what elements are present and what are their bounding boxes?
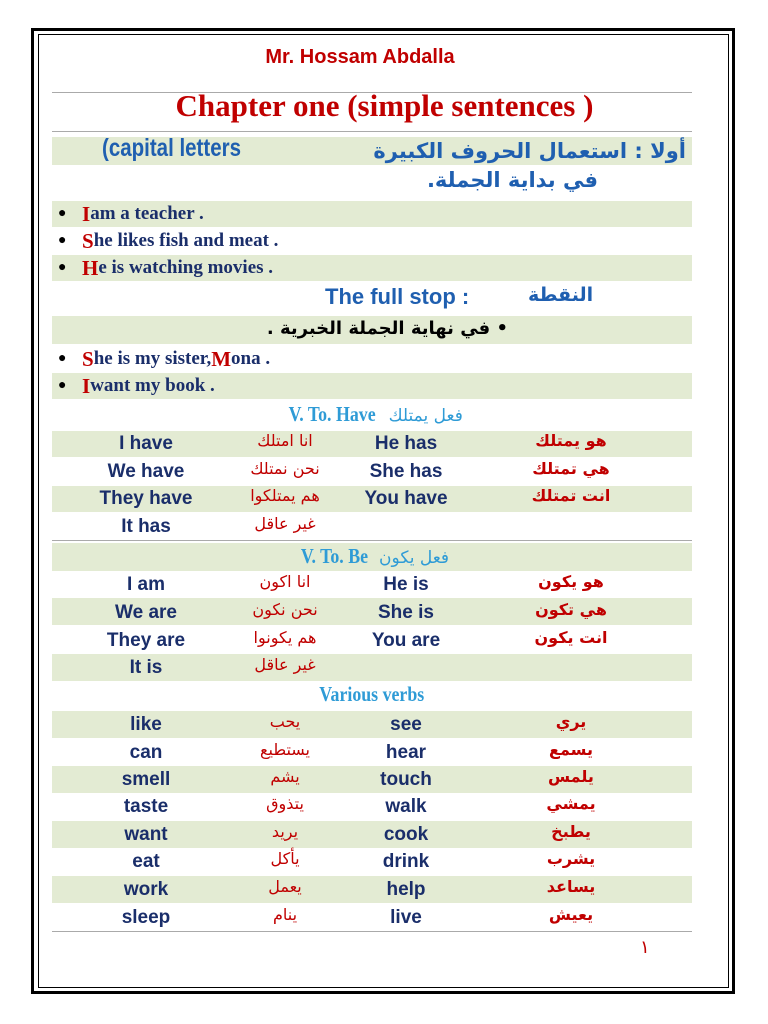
- capital-letters-arabic-subheading: في بداية الجملة.: [426, 168, 598, 192]
- full-stop-heading: The full stop :: [325, 284, 470, 309]
- table-cell: He has: [374, 433, 438, 454]
- table-cell: help: [386, 879, 426, 900]
- be-section-title: [52, 544, 692, 569]
- table-cell: We are: [115, 602, 177, 623]
- table-cell: He is: [383, 574, 429, 595]
- table-cell: هي تكون: [535, 600, 607, 619]
- table-cell: ينام: [272, 905, 298, 924]
- verbs-section-title: [52, 682, 692, 707]
- sentence-text: am a teacher .: [90, 203, 204, 224]
- section-title-en: V. To. Be: [300, 544, 369, 568]
- bullet-icon: •: [496, 318, 508, 339]
- table-cell: smell: [121, 769, 171, 790]
- full-stop-rule: [267, 318, 508, 339]
- table-cell: غير عاقل: [254, 655, 316, 674]
- rule: [52, 131, 692, 132]
- section-title-ar: فعل يمتلك: [388, 406, 463, 426]
- table-cell: It has: [121, 516, 171, 537]
- capital-letter: S: [82, 346, 94, 371]
- capital-letter: S: [82, 228, 94, 253]
- rule: [52, 92, 692, 93]
- capital-letter: I: [82, 373, 91, 398]
- table-cell: eat: [132, 851, 160, 872]
- capital-letter: H: [82, 255, 99, 280]
- table-cell: انا امتلك: [257, 431, 313, 450]
- table-cell: I have: [119, 433, 173, 454]
- table-cell: work: [123, 879, 169, 900]
- table-cell: live: [390, 907, 422, 928]
- capital-letters-arabic-heading: أولا : استعمال الحروف الكبيرة: [373, 139, 686, 163]
- table-cell: sleep: [121, 907, 171, 928]
- table-cell: يشم: [270, 767, 300, 786]
- table-cell: walk: [385, 796, 427, 817]
- table-cell: touch: [380, 769, 432, 790]
- sentence-text: ona .: [231, 348, 271, 369]
- bullet-icon: ●: [58, 260, 67, 275]
- rule: [52, 540, 692, 541]
- capital-example: [58, 228, 278, 254]
- sentence-text: he likes fish and meat .: [93, 230, 279, 251]
- table-cell: They have: [99, 488, 193, 509]
- table-cell: يمشي: [546, 794, 596, 813]
- full-stop-arabic-heading: النقطة: [528, 284, 594, 306]
- table-cell: غير عاقل: [254, 514, 316, 533]
- capital-example: [58, 201, 204, 227]
- table-cell: She is: [378, 602, 434, 623]
- section-title-en: V. To. Have: [288, 402, 376, 426]
- rule: [52, 931, 692, 932]
- table-cell: هي تمتلك: [532, 459, 610, 478]
- table-cell: see: [390, 714, 422, 735]
- table-cell: هو يكون: [538, 572, 604, 591]
- table-cell: She has: [369, 461, 443, 482]
- bullet-icon: ●: [58, 378, 67, 393]
- sentence-text: want my book .: [90, 375, 215, 396]
- table-cell: يري: [555, 712, 587, 731]
- table-cell: It is: [129, 657, 163, 678]
- table-cell: يعيش: [548, 905, 594, 924]
- full-stop-example: [58, 373, 215, 399]
- table-cell: hear: [385, 742, 427, 763]
- capital-letter: M: [211, 346, 232, 371]
- table-cell: يتذوق: [266, 794, 304, 813]
- table-cell: يلمس: [548, 767, 594, 786]
- capital-letter: I: [82, 201, 91, 226]
- table-cell: هو يمتلك: [535, 431, 607, 450]
- section-title-ar: فعل يكون: [379, 548, 450, 568]
- capital-example: [58, 255, 273, 281]
- chapter-title: Chapter one (simple sentences ): [175, 88, 594, 123]
- table-cell: يريد: [271, 822, 299, 841]
- table-cell: You have: [364, 488, 448, 509]
- sentence-text: e is watching movies .: [98, 257, 274, 278]
- table-cell: هم يمتلكوا: [250, 486, 320, 505]
- table-cell: هم يكونوا: [253, 628, 317, 647]
- table-cell: taste: [123, 796, 169, 817]
- table-cell: drink: [382, 851, 430, 872]
- table-cell: يأكل: [270, 849, 300, 868]
- table-cell: نحن نمتلك: [250, 459, 320, 478]
- table-cell: like: [130, 714, 162, 735]
- have-section-title: [52, 402, 692, 427]
- table-cell: I am: [126, 574, 166, 595]
- bullet-icon: ●: [58, 351, 67, 366]
- table-cell: cook: [383, 824, 429, 845]
- capital-letters-heading: (capital letters: [102, 134, 242, 162]
- table-cell: يستطيع: [259, 740, 311, 759]
- sentence-text: he is my sister,: [93, 348, 212, 369]
- table-cell: يطبخ: [551, 822, 591, 841]
- table-cell: can: [129, 742, 163, 763]
- table-cell: We have: [107, 461, 185, 482]
- bullet-icon: ●: [58, 233, 67, 248]
- page-number: ١: [640, 937, 650, 958]
- table-cell: They are: [106, 630, 186, 651]
- table-cell: انت تمتلك: [531, 486, 611, 505]
- table-cell: انا اكون: [259, 572, 311, 591]
- bullet-icon: ●: [58, 206, 67, 221]
- full-stop-example: [58, 346, 270, 372]
- table-cell: يحب: [269, 712, 301, 731]
- table-cell: يسمع: [549, 740, 593, 759]
- table-cell: يشرب: [546, 849, 596, 868]
- section-title-en: Various verbs: [319, 682, 425, 706]
- table-cell: يساعد: [546, 877, 596, 896]
- table-cell: يعمل: [268, 877, 302, 896]
- rule-text: في نهاية الجملة الخبرية .: [266, 318, 491, 339]
- table-cell: You are: [371, 630, 441, 651]
- author-name: Mr. Hossam Abdalla: [265, 46, 455, 68]
- table-cell: نحن نكون: [252, 600, 318, 619]
- table-cell: انت يكون: [534, 628, 608, 647]
- table-cell: want: [124, 824, 168, 845]
